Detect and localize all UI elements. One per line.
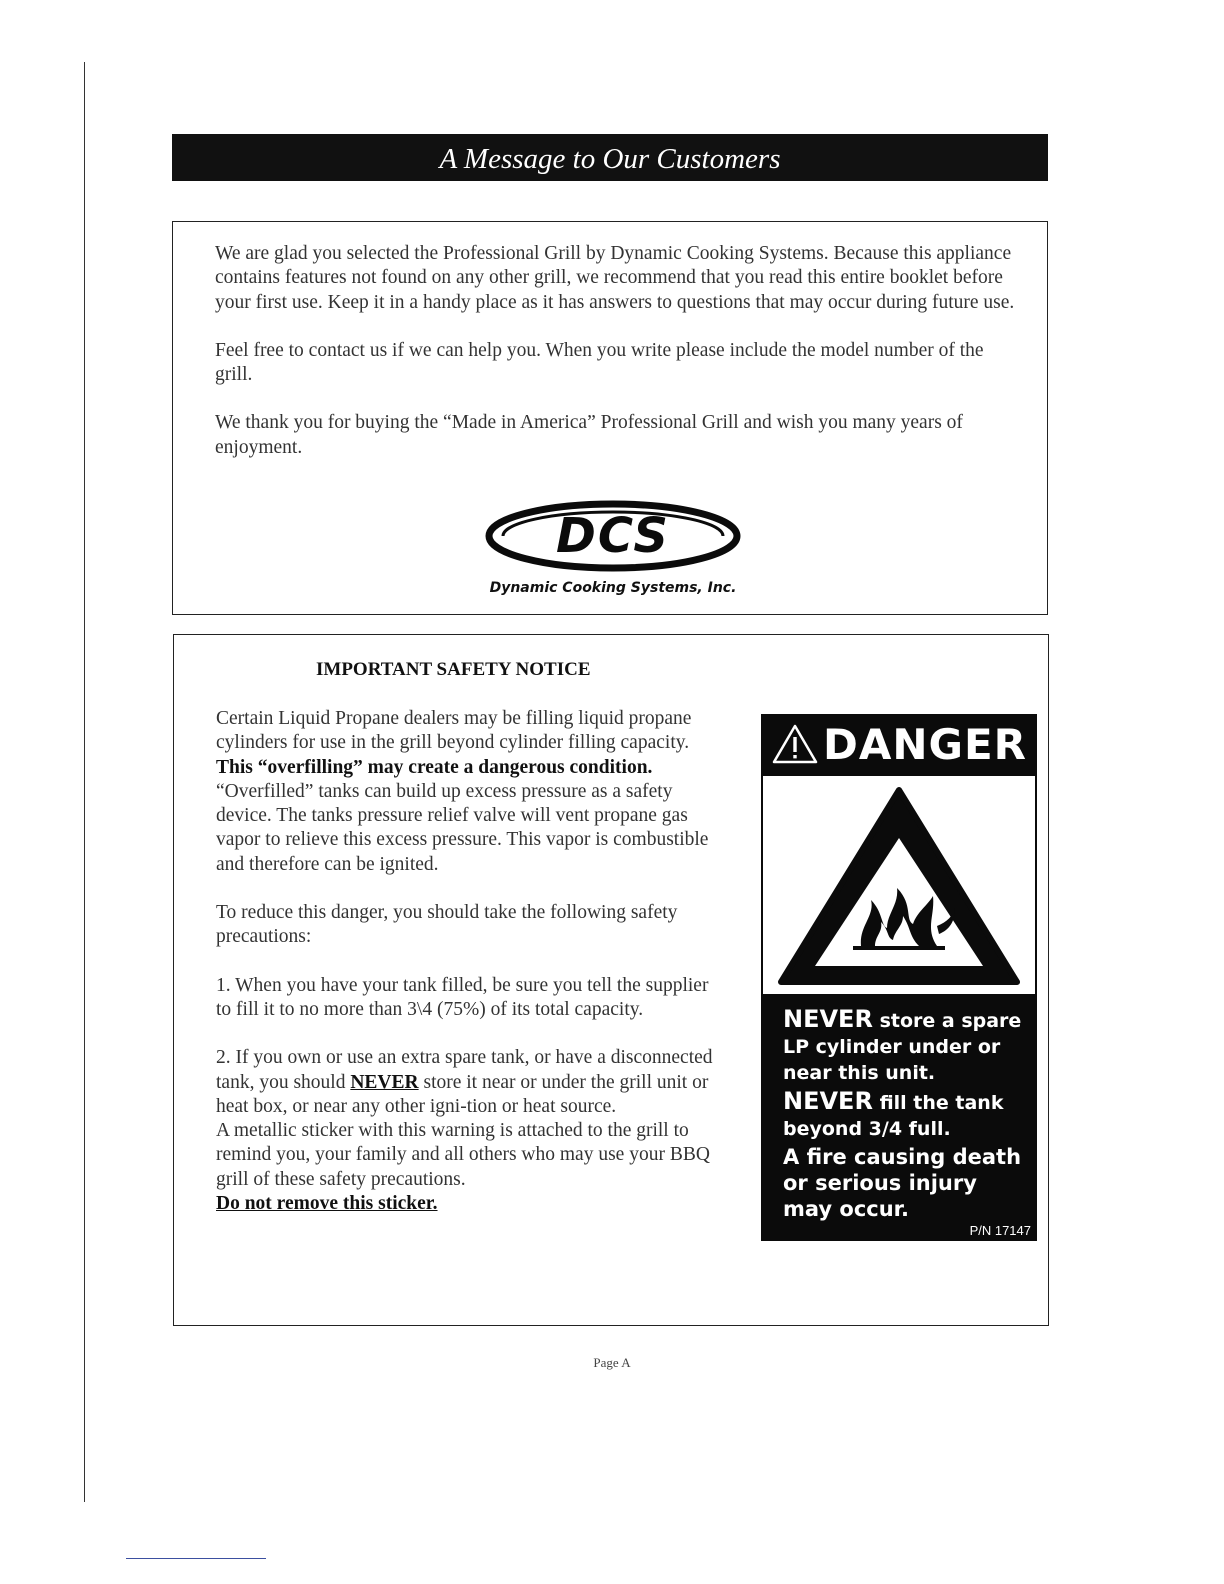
danger-header [761, 714, 1037, 774]
do-not-remove-note: Do not remove this sticker. [216, 1193, 438, 1215]
warning-triangle-icon [771, 722, 819, 766]
safety-notice-box [173, 634, 1049, 1326]
welcome-message-box [172, 221, 1048, 615]
welcome-paragraph: We are glad you selected the Professional Grill by Dynamic Cooking Systems. Because this appliance contains features not found on any other grill, we recommend that you read this entire booklet before your first use. Keep it in a handy place as it has answers to questions that may occur during future use. [215, 243, 1015, 313]
overfilling-warning: This “overfilling” may create a dangerous condition. [216, 756, 653, 778]
danger-sticker [761, 714, 1037, 1241]
welcome-paragraph: Feel free to contact us if we can help you. When you write please include the model number of the grill. [215, 339, 984, 386]
company-name: Dynamic Cooking Systems, Inc. [489, 580, 737, 596]
danger-messages [783, 1006, 1033, 1222]
safety-body [216, 707, 726, 1216]
page-number: Page A [593, 1355, 631, 1370]
page-title: A Message to Our Customers [172, 134, 1048, 181]
welcome-text [215, 242, 1015, 484]
danger-title: DANGER [822, 719, 1028, 769]
dcs-logo [473, 500, 753, 600]
dcs-logo-mark [473, 500, 753, 578]
part-number: P/N 17147 [969, 1223, 1031, 1238]
precaution-1: 1. When you have your tank filled, be sure you tell the supplier to fill it to no more than 3\4 (75%) of its total capacity. [216, 974, 709, 1020]
danger-message-3: A fire causing death or serious injury may occur. [783, 1145, 1022, 1221]
safety-paragraph-2: To reduce this danger, you should take the following safety precautions: [216, 902, 678, 948]
safety-heading: IMPORTANT SAFETY NOTICE [316, 659, 591, 680]
danger-message-2: NEVER fill the tank beyond 3/4 full. [783, 1087, 1004, 1140]
precaution-2: 2. If you own or use an extra spare tank, or have a disconnected tank, you should NEVER store it near or under the grill unit or heat box, or near any other igni-tion or heat source. [216, 1047, 713, 1117]
logo-text: DCS [556, 508, 670, 564]
fire-hazard-icon [763, 776, 1035, 994]
corner-mark-line [126, 1558, 266, 1559]
binding-margin-line [84, 62, 85, 1502]
sticker-note: A metallic sticker with this warning is attached to the grill to remind you, your family and all others who may use your BBQ grill of these safety precautions. [216, 1120, 710, 1190]
never-emphasis: NEVER [350, 1071, 419, 1093]
danger-message-1: NEVER store a spare LP cylinder under or near this unit. [783, 1005, 1022, 1084]
safety-paragraph-1: Certain Liquid Propane dealers may be filling liquid propane cylinders for use in the grill beyond cylinder filling capacity. This “overfilling” may create a dangerous condition. “Overfilled” tanks can build up excess pressure as a safety device. The tanks pressure relief valve will vent propane gas vapor to relieve this excess pressure. This vapor is combustible and therefore can be ignited. [216, 708, 709, 875]
fire-hazard-pictogram [763, 776, 1035, 994]
welcome-paragraph: We thank you for buying the “Made in America” Professional Grill and wish you many years of enjoyment. [215, 412, 963, 458]
